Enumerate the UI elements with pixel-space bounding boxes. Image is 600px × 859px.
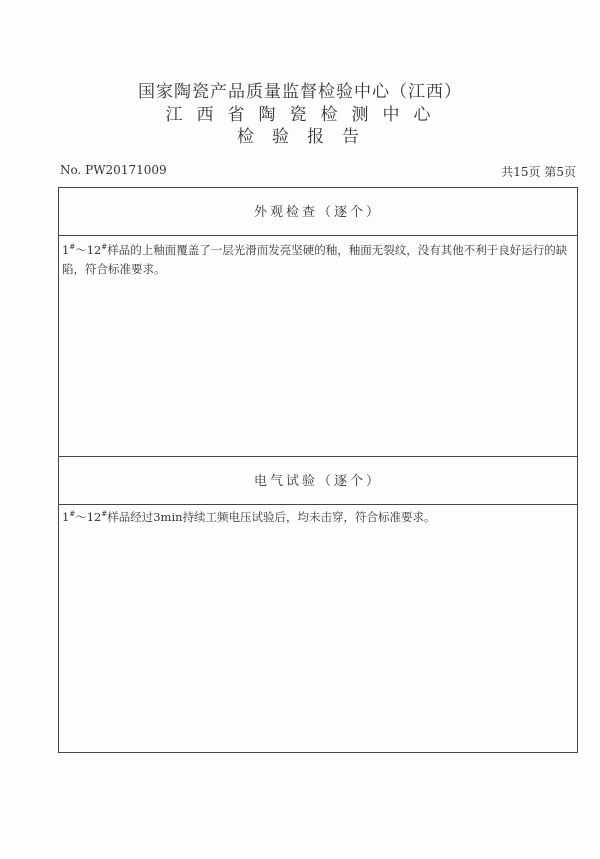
- report-number: No. PW20171009: [60, 163, 167, 177]
- tilde: ～: [75, 509, 87, 524]
- electrical-test-heading: 电气试验（逐个）: [59, 456, 577, 505]
- report-header: [0, 80, 600, 148]
- tilde: ～: [75, 242, 87, 257]
- sample-mark: #: [101, 510, 108, 518]
- result-text: 样品经过3min持续工频电压试验后，均未击穿，符合标准要求。: [107, 509, 436, 524]
- sample-mark: #: [69, 243, 76, 251]
- report-type-title: 检验报告: [237, 127, 377, 147]
- electrical-test-result: [62, 505, 572, 527]
- sample-mark: #: [69, 510, 76, 518]
- sub-center-title: 江西省陶瓷检测中心: [165, 105, 445, 125]
- sample-start: 1: [62, 509, 70, 524]
- sample-mark: #: [101, 243, 108, 251]
- appearance-inspection-heading: 外观检查（逐个）: [59, 188, 577, 236]
- page-info: 共15页 第5页: [501, 165, 576, 179]
- appearance-inspection-result: [62, 238, 572, 279]
- center-name-title: 国家陶瓷产品质量监督检验中心（江西）: [138, 82, 462, 102]
- result-text: 样品的上釉面覆盖了一层光滑而发亮坚硬的釉，釉面无裂纹，没有其他不利于良好运行的缺陷，符合标准要求。: [62, 242, 568, 276]
- sample-end: 12: [86, 242, 102, 257]
- sample-end: 12: [86, 509, 102, 524]
- sample-start: 1: [62, 242, 70, 257]
- inspection-table: [58, 187, 578, 753]
- report-meta-row: [60, 163, 576, 179]
